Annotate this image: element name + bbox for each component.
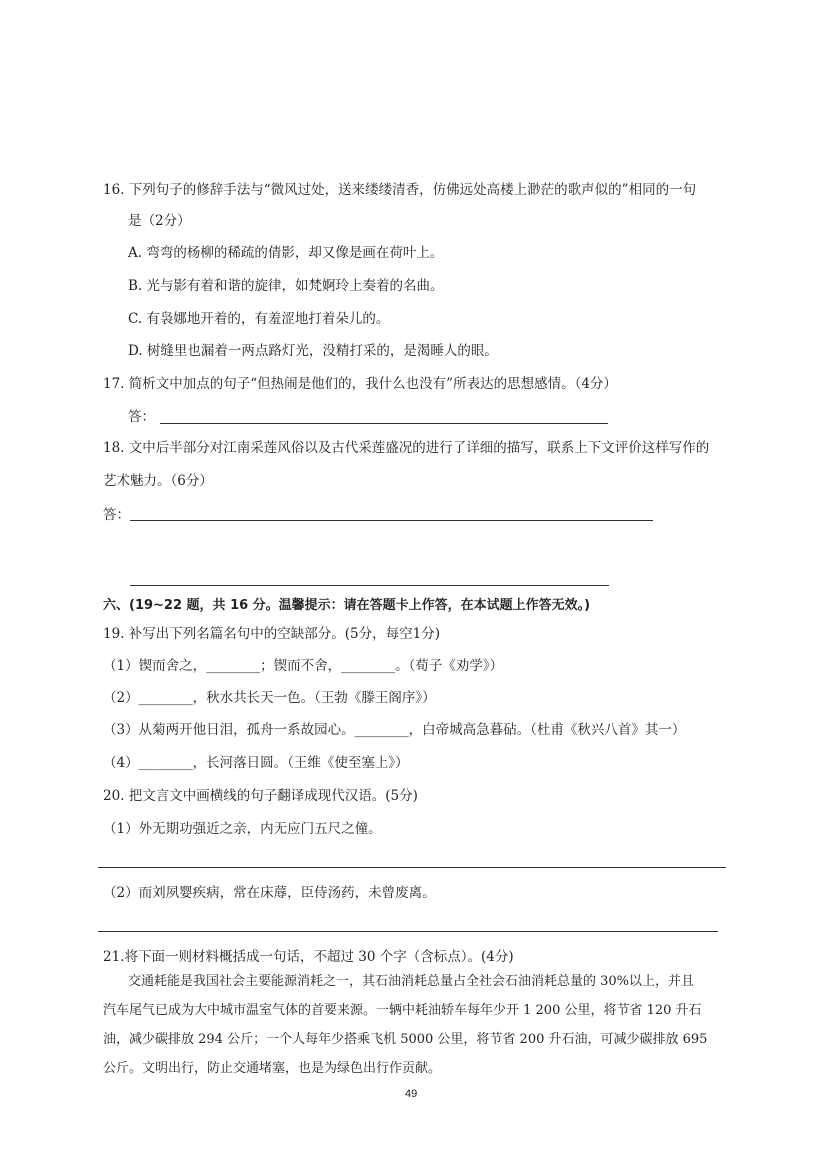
q16-stem-line1: 16. 下列句子的修辞手法与“微风过处，送来缕缕清香，仿佛远处高楼上渺茫的歌声似的”相同的一句 — [103, 182, 697, 198]
page-number: 49 — [405, 1088, 418, 1100]
q20-stem: 20. 把文言文中画横线的句子翻译成现代汉语。(5分) — [103, 788, 418, 804]
q16-stem-line2: 是（2分） — [128, 213, 191, 229]
q18-answer-line-1[interactable] — [130, 520, 653, 521]
q17-answer-line[interactable] — [160, 423, 608, 424]
q16-option-b: B. 光与影有着和谐的旋律，如梵婀玲上奏着的名曲。 — [128, 278, 444, 294]
q18-stem-line1: 18. 文中后半部分对江南采莲风俗以及古代采莲盛况的进行了详细的描写，联系上下文评价这样写作的 — [103, 440, 710, 456]
q20-item-1: （1）外无期功强近之亲，内无应门五尺之僮。 — [103, 821, 382, 837]
q19-stem: 19. 补写出下列名篇名句中的空缺部分。(5分，每空1分) — [103, 626, 440, 642]
q17-answer-label: 答： — [128, 409, 155, 425]
q18-answer-label: 答： — [103, 507, 130, 523]
q20-answer-line-2[interactable] — [98, 931, 718, 932]
q19-item-4: （4）________，长河落日圆。（王维《使至塞上》） — [103, 755, 409, 771]
q20-answer-line-1[interactable] — [98, 867, 726, 868]
q21-material-line3: 油，减少碳排放 294 公斤；一个人每年少搭乘飞机 5000 公里，将节省 200 升石油，可减少碳排放 695 — [103, 1032, 708, 1047]
q21-stem: 21.将下面一则材料概括成一句话，不超过 30 个字（含标点）。(4分) — [103, 949, 514, 965]
q20-item-2: （2）而刘夙婴疾病，常在床蓐，臣侍汤药，未曾废离。 — [103, 885, 436, 901]
q18-answer-line-2[interactable] — [130, 585, 609, 586]
q16-option-a: A. 弯弯的杨柳的稀疏的倩影，却又像是画在荷叶上。 — [128, 245, 444, 261]
q19-item-2: （2）________，秋水共长天一色。（王勃《滕王阁序》） — [103, 690, 436, 706]
q16-option-c: C. 有袅娜地开着的，有羞涩地打着朵儿的。 — [128, 311, 390, 327]
q18-stem-line2: 艺术魅力。（6分） — [103, 473, 213, 489]
q21-material-line4: 公斤。文明出行，防止交通堵塞，也是为绿色出行作贡献。 — [103, 1061, 442, 1076]
q16-option-d: D. 树缝里也漏着一两点路灯光，没精打采的，是渴睡人的眼。 — [128, 343, 498, 359]
q21-material-line1: 交通耗能是我国社会主要能源消耗之一，其石油消耗总量占全社会石油消耗总量的 30%以上，并且 — [128, 974, 695, 989]
q17-stem: 17. 简析文中加点的句子“但热闹是他们的，我什么也没有”所表达的思想感情。（4分） — [103, 376, 617, 392]
q21-material-line2: 汽车尾气已成为大中城市温室气体的首要来源。一辆中耗油轿车每年少开 1 200 公里，将节省 120 升石 — [103, 1003, 702, 1018]
section6-heading: 六、(19~22 题，共 16 分。温馨提示：请在答题卡上作答，在本试题上作答无效。) — [103, 598, 591, 613]
q19-item-3: （3）从菊两开他日泪，孤舟一系故园心。________，白帝城高急暮砧。（杜甫《秋兴八首》其一） — [103, 722, 686, 738]
q19-item-1: （1）锲而舍之，________；锲而不舍，________。（荀子《劝学》） — [103, 658, 504, 674]
